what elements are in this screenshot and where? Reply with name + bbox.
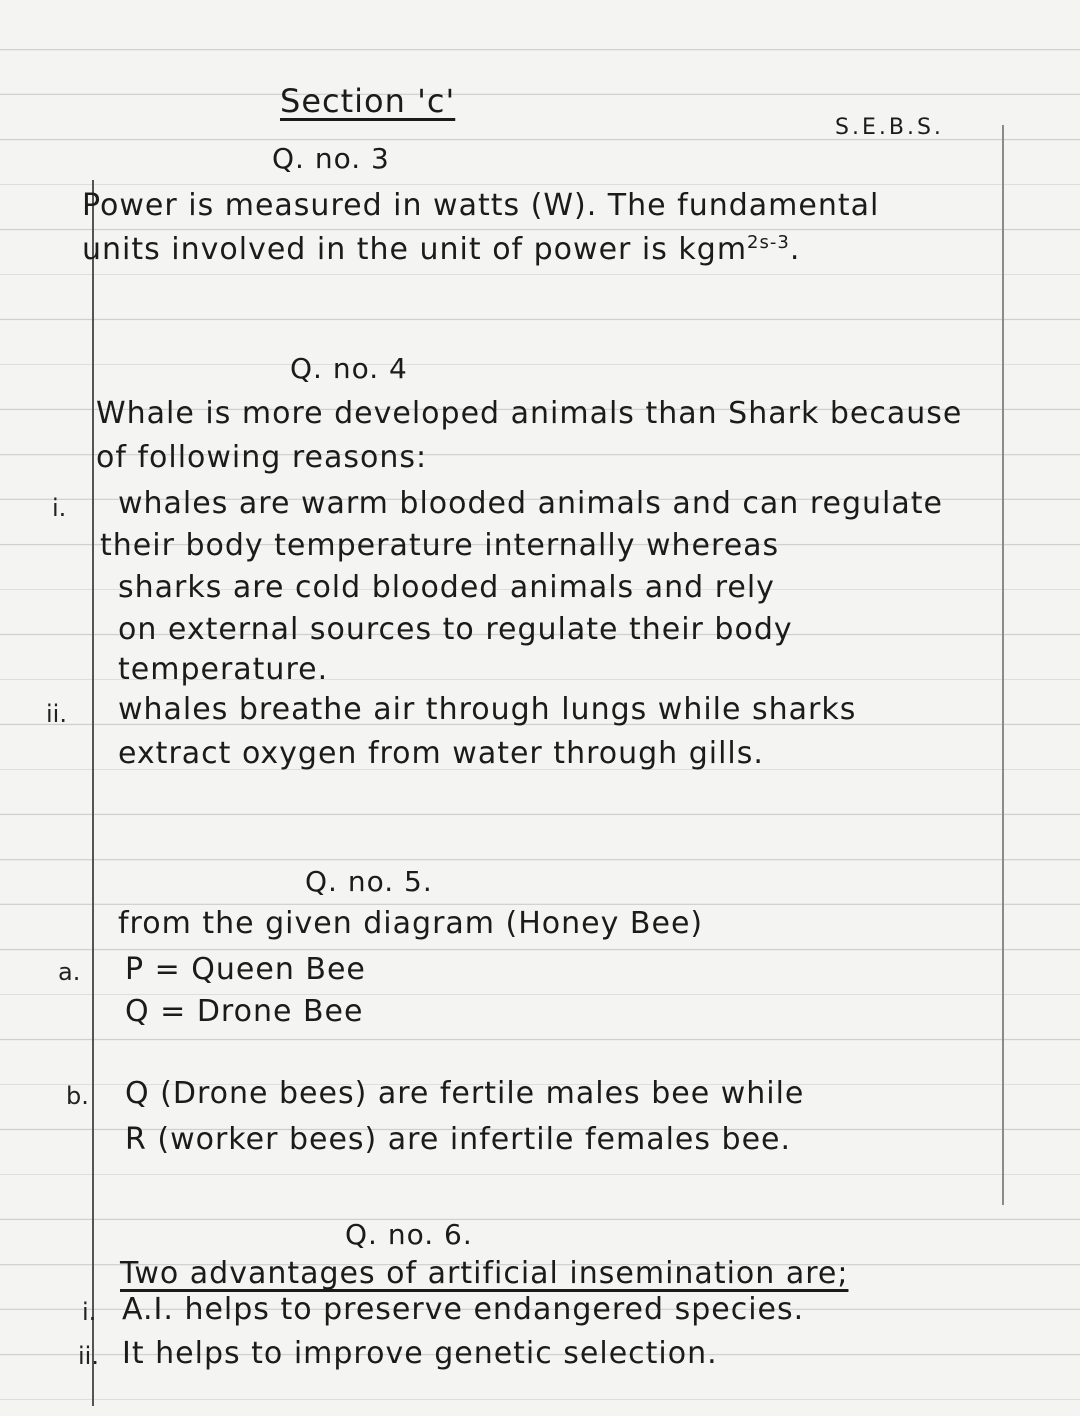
q6-intro: Two advantages of artificial insemination are; bbox=[120, 1256, 849, 1291]
q5-intro: from the given diagram (Honey Bee) bbox=[118, 906, 704, 941]
q4-point-2-line-2: extract oxygen from water through gills. bbox=[118, 736, 764, 771]
section-title: Section 'c' bbox=[280, 82, 456, 120]
q3-line-2-main: units involved in the unit of power is kgm bbox=[82, 232, 748, 267]
right-margin-line bbox=[1002, 125, 1004, 1205]
author-initials: S.E.B.S. bbox=[835, 115, 944, 140]
q4-point-1-line-3: sharks are cold blooded animals and rely bbox=[118, 570, 775, 605]
q6-point-2: It helps to improve genetic selection. bbox=[122, 1336, 718, 1371]
q5-part-b-line-2: R (worker bees) are infertile females bee. bbox=[125, 1122, 792, 1157]
q4-point-2-line-1: whales breathe air through lungs while sharks bbox=[118, 692, 857, 727]
q4-intro-line-2: of following reasons: bbox=[96, 440, 428, 475]
q4-point-1-line-5: temperature. bbox=[118, 652, 329, 687]
q3-line-2 bbox=[82, 232, 800, 267]
q5-part-b-marker: b. bbox=[66, 1082, 89, 1110]
q5-part-a-line-2: Q = Drone Bee bbox=[125, 994, 364, 1029]
question-number-4: Q. no. 4 bbox=[290, 352, 408, 385]
margin-line bbox=[92, 180, 94, 1406]
q6-point-1: A.I. helps to preserve endangered species. bbox=[122, 1292, 805, 1327]
q4-point-1-line-4: on external sources to regulate their body bbox=[118, 612, 793, 647]
q4-point-1-line-2: their body temperature internally whereas bbox=[100, 528, 780, 563]
q5-part-b-line-1: Q (Drone bees) are fertile males bee while bbox=[125, 1076, 805, 1111]
q3-line-1: Power is measured in watts (W). The fundamental bbox=[82, 188, 880, 223]
q4-intro-line-1: Whale is more developed animals than Shark because bbox=[96, 396, 963, 431]
question-number-6: Q. no. 6. bbox=[345, 1218, 473, 1251]
q6-point-2-marker: ii. bbox=[78, 1342, 99, 1370]
q5-part-a-marker: a. bbox=[58, 958, 81, 986]
q3-unit-exponent: 2s-3 bbox=[747, 232, 790, 253]
q4-point-2-marker: ii. bbox=[46, 700, 67, 728]
q3-line-2-end: . bbox=[789, 232, 801, 267]
question-number-3: Q. no. 3 bbox=[272, 142, 390, 175]
q4-point-1-line-1: whales are warm blooded animals and can regulate bbox=[118, 486, 943, 521]
q5-part-a-line-1: P = Queen Bee bbox=[125, 952, 366, 987]
question-number-5: Q. no. 5. bbox=[305, 865, 433, 898]
q4-point-1-marker: i. bbox=[52, 494, 67, 522]
q6-point-1-marker: i. bbox=[82, 1298, 97, 1326]
